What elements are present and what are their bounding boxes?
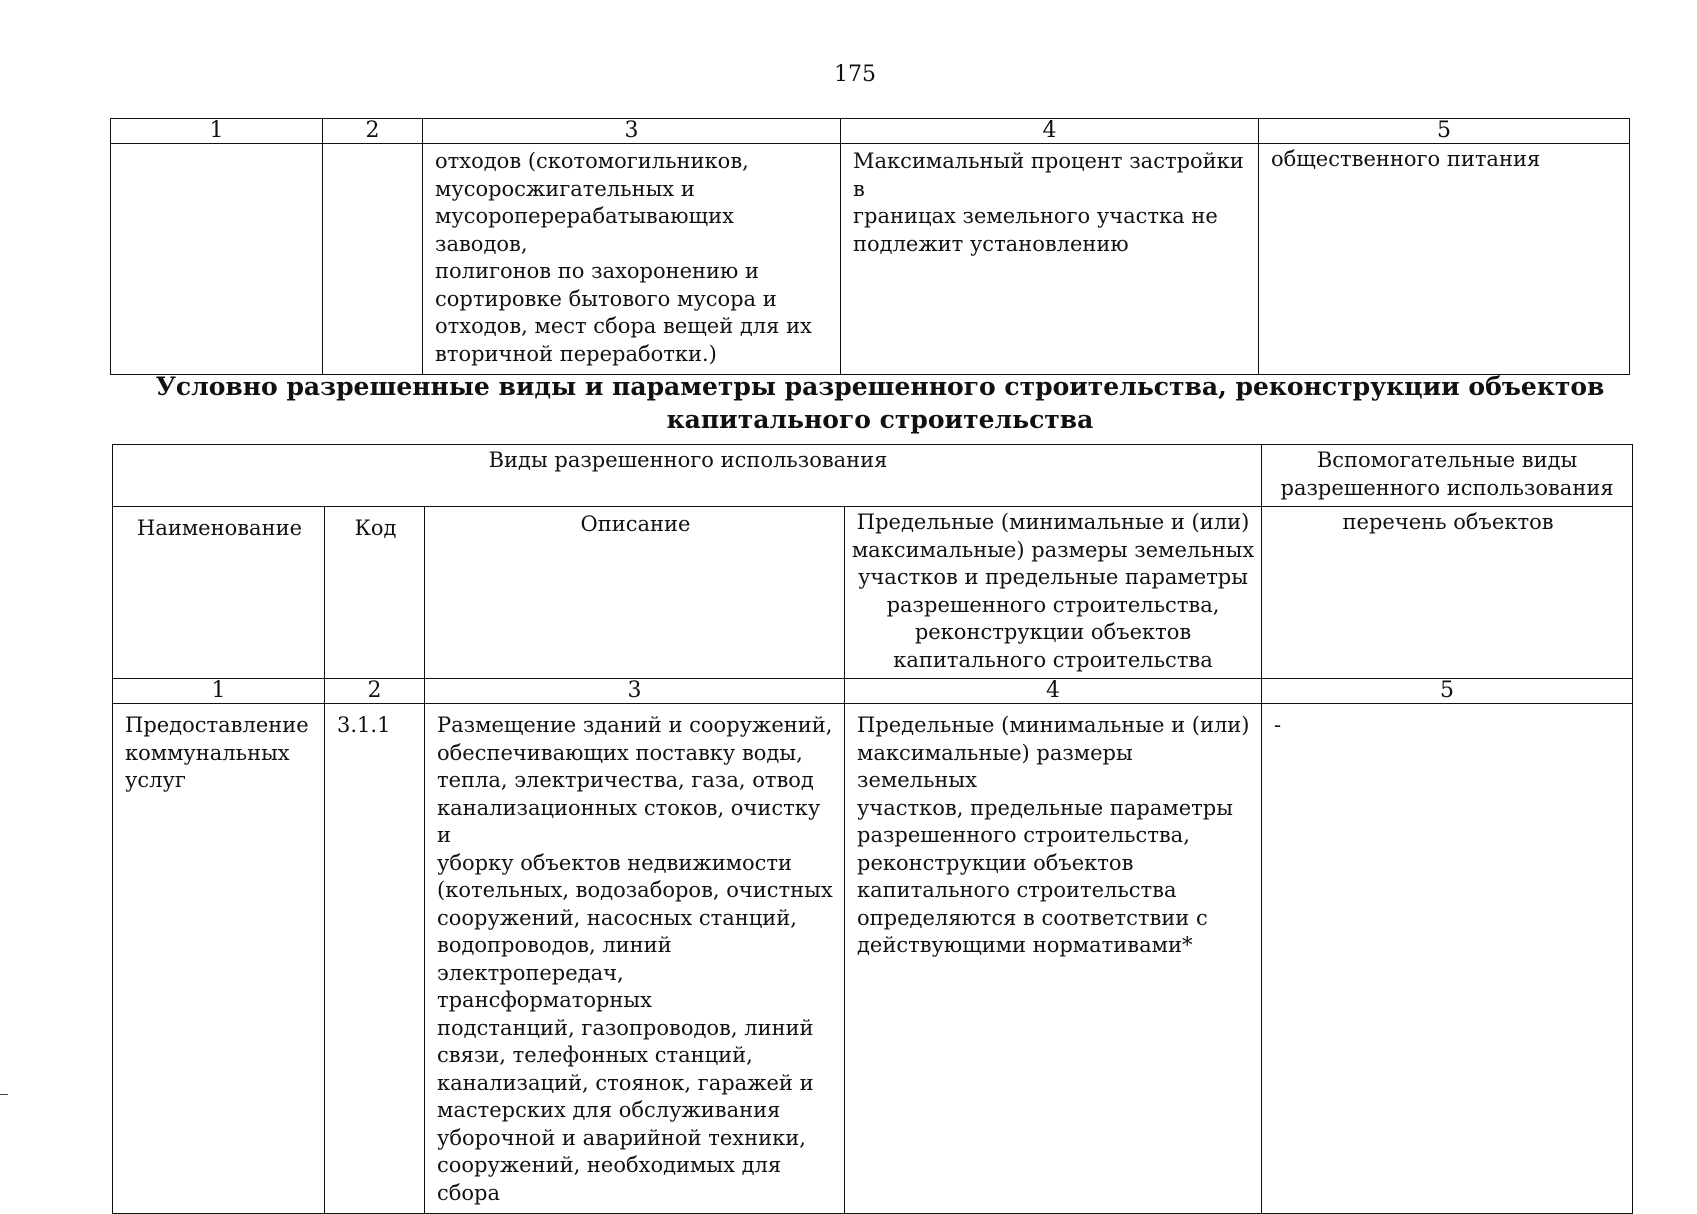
text-line: участков, предельные параметры xyxy=(857,795,1233,820)
code-cell xyxy=(323,144,423,375)
description-cell xyxy=(423,144,841,375)
text-line: тепла, электричества, газа, отвод xyxy=(437,768,814,792)
column-number: 4 xyxy=(845,679,1262,704)
text-line: электропередач, трансформаторных xyxy=(437,960,652,1012)
text-line: реконструкции объектов xyxy=(857,850,1134,875)
code-header: Код xyxy=(325,507,425,679)
text-line: Вспомогательные виды xyxy=(1316,448,1578,472)
section-title-line: Условно разрешенные виды и параметры разрешенного строительства, реконструкции объектов xyxy=(155,372,1605,401)
text-line: мастерских для обслуживания xyxy=(437,1098,781,1122)
text-line: максимальные) размеры земельных xyxy=(851,537,1255,562)
limits-header xyxy=(845,507,1262,679)
text-line: Размещение зданий и сооружений, xyxy=(437,713,833,737)
page-number: 175 xyxy=(834,62,876,87)
name-header: Наименование xyxy=(113,507,325,679)
text-line: капитального строительства xyxy=(893,647,1213,672)
column-number-row xyxy=(113,679,1633,704)
description-header: Описание xyxy=(425,507,845,679)
text-line: отходов, мест сбора вещей для их xyxy=(435,314,812,338)
text-line: Предоставление xyxy=(125,713,309,737)
scan-edge-mark xyxy=(0,1094,8,1095)
section-title-line: капитального строительства xyxy=(666,405,1094,434)
table-row xyxy=(113,704,1633,1214)
text-line: уборочной и аварийной техники, xyxy=(437,1125,806,1150)
column-number: 5 xyxy=(1262,679,1633,704)
text-line: Предельные (минимальные и (или) xyxy=(856,510,1250,534)
column-number: 2 xyxy=(323,119,423,144)
text-line: обеспечивающих поставку воды, xyxy=(437,740,803,765)
section-title xyxy=(0,370,1697,436)
text-line: разрешенного строительства, xyxy=(857,823,1190,847)
text-line: канализационных стоков, очистку и xyxy=(437,795,821,847)
continuation-table xyxy=(110,118,1630,375)
text-line: услуг xyxy=(125,768,186,792)
text-line: сортировке бытового мусора и xyxy=(435,286,777,311)
column-number: 3 xyxy=(423,119,841,144)
group-header-row xyxy=(113,445,1633,507)
group-header: Виды разрешенного использования xyxy=(113,445,1262,507)
aux-header xyxy=(1262,445,1633,507)
text-line: уборку объектов недвижимости xyxy=(437,850,793,875)
description-cell xyxy=(425,704,845,1214)
text-line: Максимальный процент застройки в xyxy=(853,149,1244,201)
text-line: участков и предельные параметры xyxy=(858,565,1248,589)
column-number-row xyxy=(111,119,1630,144)
text-line: реконструкции объектов xyxy=(914,620,1192,644)
text-line: отходов (скотомогильников, xyxy=(435,149,749,173)
column-number: 1 xyxy=(113,679,325,704)
objects-cell: - xyxy=(1262,704,1633,1214)
limits-cell xyxy=(845,704,1262,1214)
text-line: сооружений, насосных станций, xyxy=(437,905,797,930)
name-cell xyxy=(111,144,323,375)
text-line: водопроводов, линий xyxy=(437,933,672,957)
text-line: полигонов по захоронению и xyxy=(435,259,759,283)
column-number: 5 xyxy=(1259,119,1630,144)
text-line: максимальные) размеры земельных xyxy=(857,740,1133,792)
text-line: Предельные (минимальные и (или) xyxy=(857,713,1250,737)
text-line: действующими нормативами* xyxy=(857,933,1193,957)
text-line: подлежит установлению xyxy=(853,231,1129,256)
text-line: связи, телефонных станций, xyxy=(437,1043,753,1067)
text-line: мусороперерабатывающих заводов, xyxy=(435,204,734,256)
conditional-uses-table xyxy=(112,444,1633,1214)
name-cell xyxy=(113,704,325,1214)
column-number: 2 xyxy=(325,679,425,704)
text-line: сооружений, необходимых для сбора xyxy=(437,1153,782,1205)
column-number: 4 xyxy=(841,119,1259,144)
code-cell: 3.1.1 xyxy=(325,704,425,1214)
text-line: канализаций, стоянок, гаражей и xyxy=(437,1070,814,1095)
text-line: границах земельного участка не xyxy=(853,204,1218,228)
limits-cell xyxy=(841,144,1259,375)
text-line: мусоросжигательных и xyxy=(435,176,695,201)
column-number: 1 xyxy=(111,119,323,144)
text-line: (котельных, водозаборов, очистных xyxy=(437,878,833,902)
text-line: капитального строительства xyxy=(857,878,1177,902)
column-header-row xyxy=(113,507,1633,679)
text-line: разрешенного использования xyxy=(1280,475,1614,500)
objects-header: перечень объектов xyxy=(1262,507,1633,679)
text-line: разрешенного строительства, xyxy=(886,592,1220,617)
objects-cell: общественного питания xyxy=(1259,144,1630,375)
text-line: коммунальных xyxy=(125,740,290,765)
table-row xyxy=(111,144,1630,375)
text-line: вторичной переработки.) xyxy=(435,341,717,366)
column-number: 3 xyxy=(425,679,845,704)
text-line: определяются в соответствии с xyxy=(857,905,1208,930)
text-line: подстанций, газопроводов, линий xyxy=(437,1015,814,1040)
